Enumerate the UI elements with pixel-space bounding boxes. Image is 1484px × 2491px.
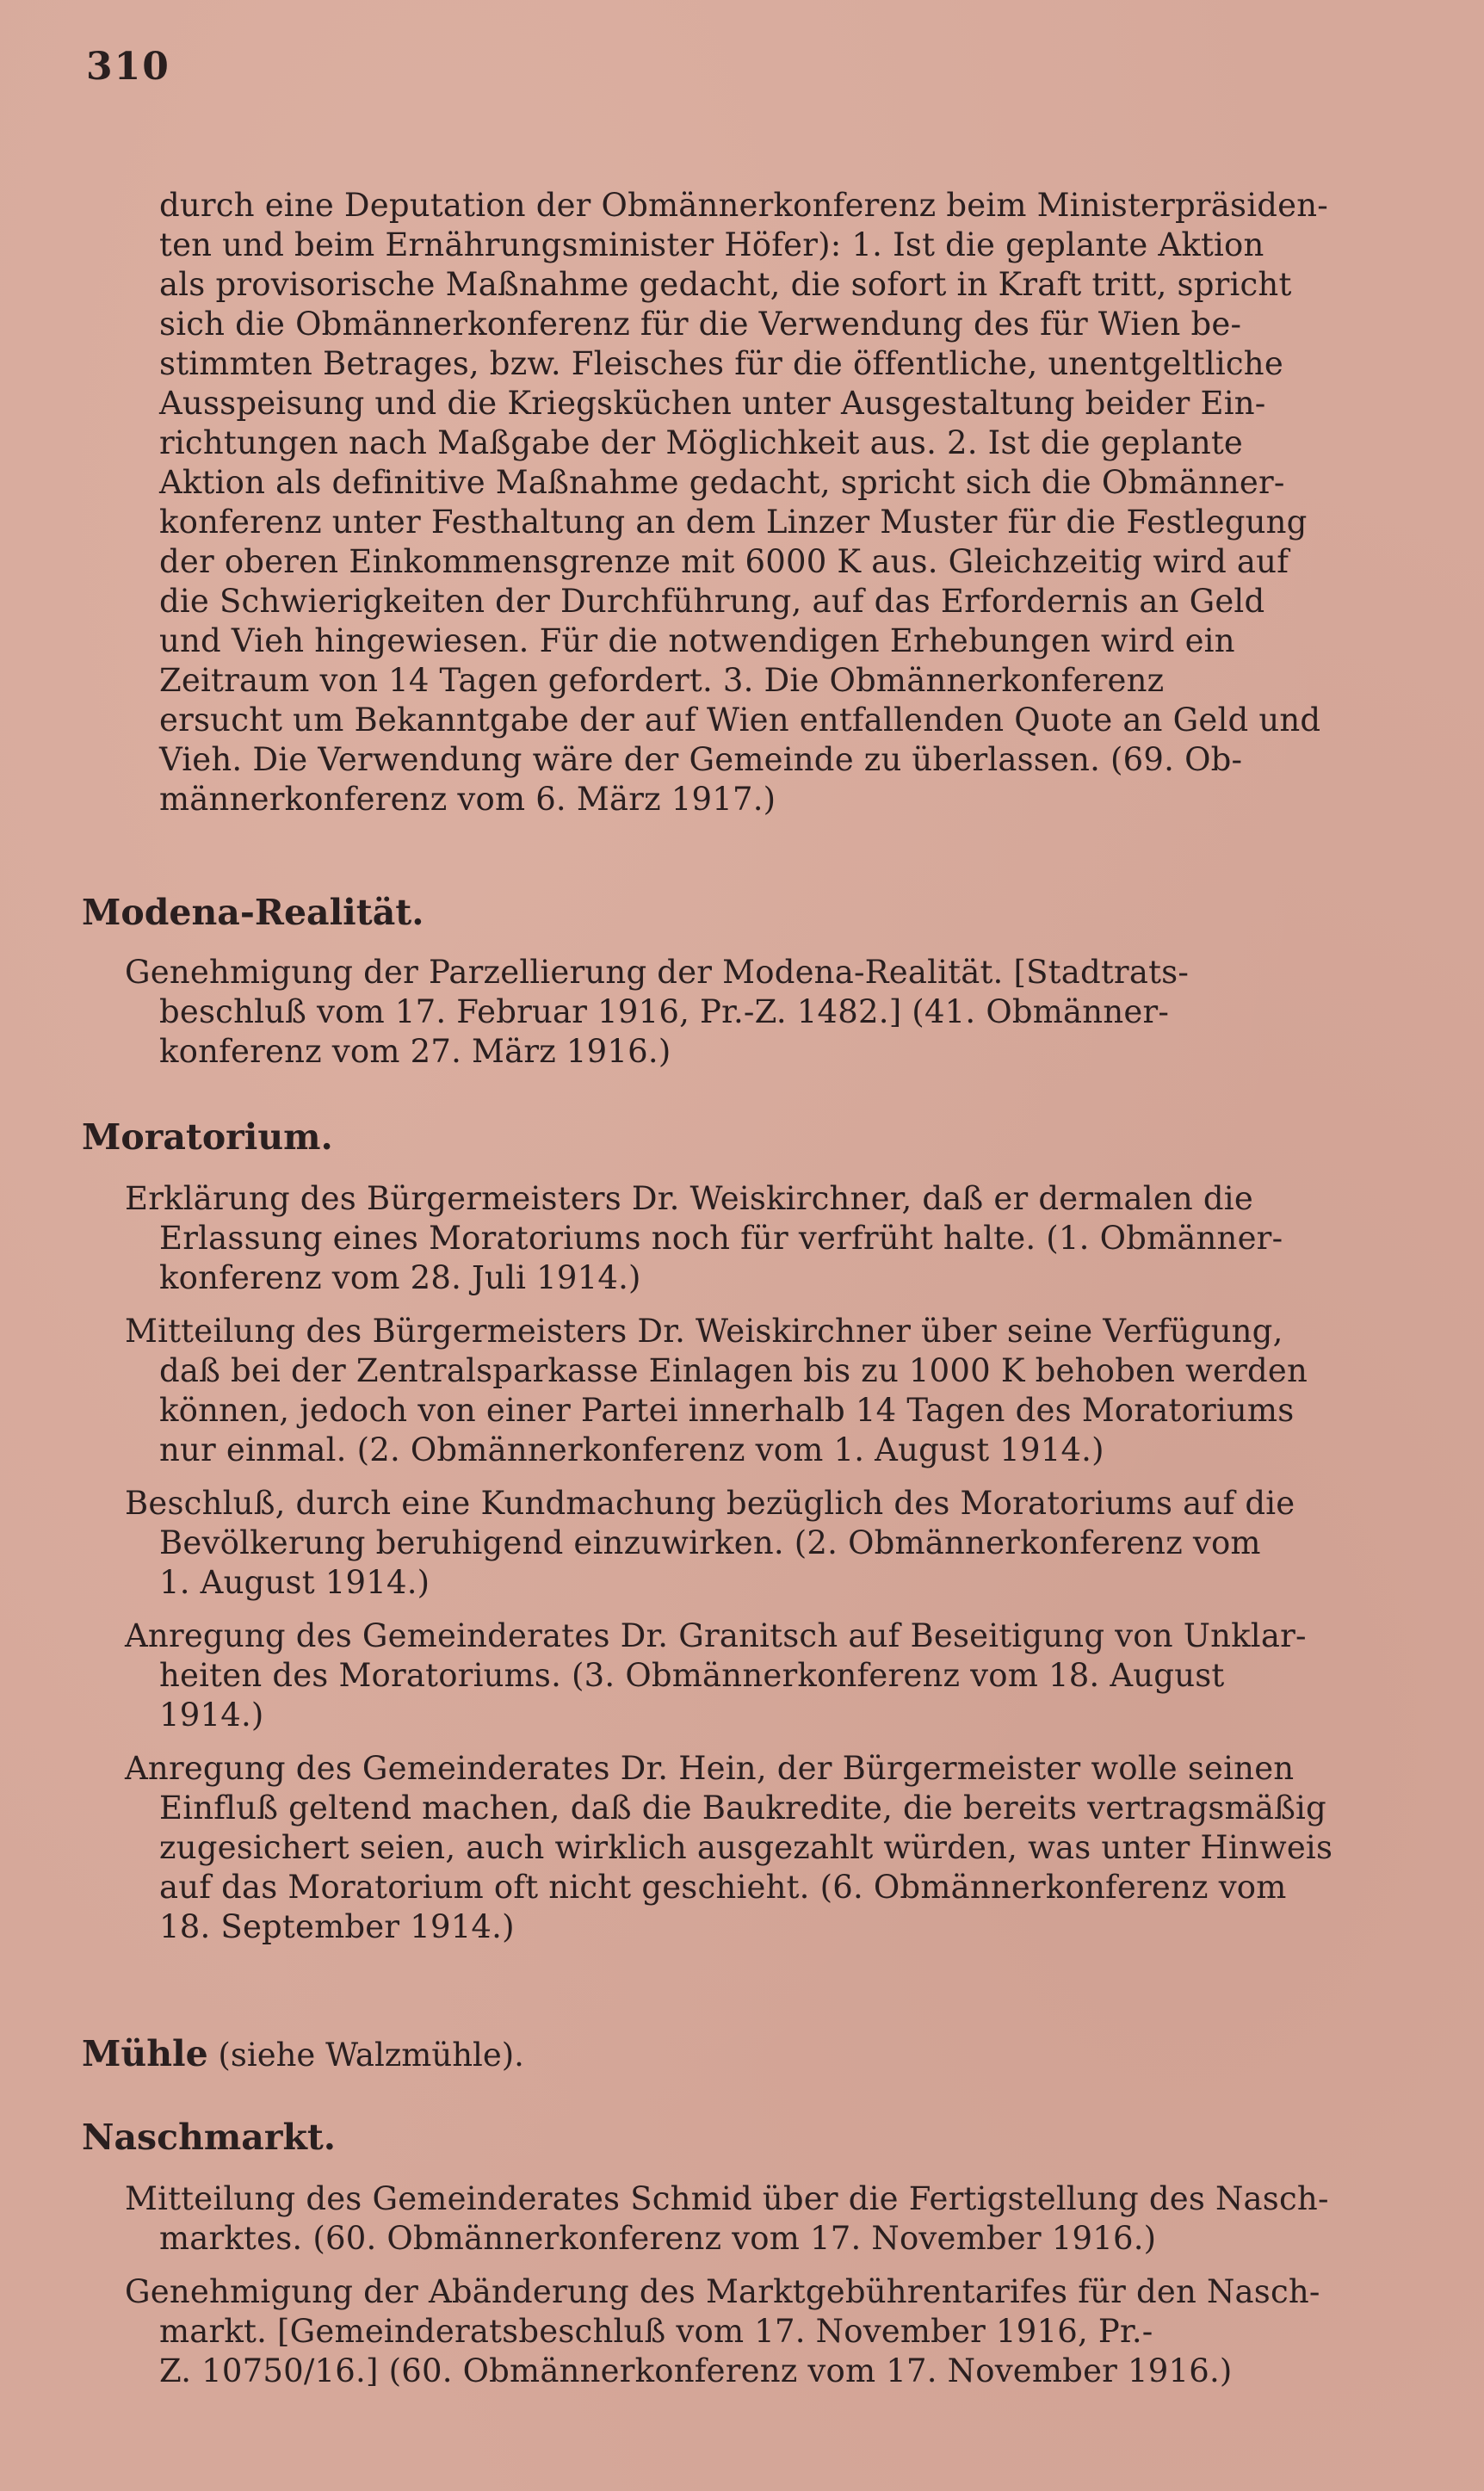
entry-line: konferenz vom 27. März 1916.): [159, 1033, 671, 1070]
entry-line: nur einmal. (2. Obmännerkonferenz vom 1. August 1914.): [159, 1431, 1104, 1468]
entry-line: zugesichert seien, auch wirklich ausgezahlt würden, was unter Hinweis: [159, 1829, 1333, 1866]
intro-line: Vieh. Die Verwendung wäre der Gemeinde zu überlassen. (69. Ob-: [159, 741, 1243, 778]
entry-line: markt. [Gemeinderatsbeschluß vom 17. November 1916, Pr.-: [159, 2313, 1153, 2350]
intro-line: die Schwierigkeiten der Durchführung, auf das Erfordernis an Geld: [159, 583, 1265, 620]
entry-line: heiten des Moratoriums. (3. Obmännerkonferenz vom 18. August: [159, 1657, 1225, 1694]
intro-line: ersucht um Bekanntgabe der auf Wien entfallenden Quote an Geld und: [159, 702, 1321, 739]
section-heading: [82, 1117, 333, 1157]
entry-line: konferenz vom 28. Juli 1914.): [159, 1259, 641, 1296]
intro-line: Zeitraum von 14 Tagen gefordert. 3. Die Obmännerkonferenz: [159, 662, 1165, 699]
entry-line: Einfluß geltend machen, daß die Baukredite, die bereits vertragsmäßig: [159, 1789, 1326, 1827]
intro-line: der oberen Einkommensgrenze mit 6000 K aus. Gleichzeitig wird auf: [159, 543, 1289, 580]
section-heading-note: (siehe Walzmühle).: [207, 2037, 524, 2074]
intro-line: richtungen nach Maßgabe der Möglichkeit aus. 2. Ist die geplante: [159, 424, 1244, 461]
entry-line: Bevölkerung beruhigend einzuwirken. (2. Obmännerkonferenz vom: [159, 1524, 1261, 1561]
entry-line: 1. August 1914.): [159, 1564, 430, 1601]
intro-line: sich die Obmännerkonferenz für die Verwendung des für Wien be-: [159, 306, 1242, 343]
entry-line: Beschluß, durch eine Kundmachung bezüglich des Moratoriums auf die: [125, 1485, 1295, 1522]
intro-line: stimmten Betrages, bzw. Fleisches für die öffentliche, unentgeltliche: [159, 345, 1283, 382]
intro-line: und Vieh hingewiesen. Für die notwendigen Erhebungen wird ein: [159, 622, 1235, 659]
intro-line: durch eine Deputation der Obmännerkonferenz beim Ministerpräsiden-: [159, 187, 1328, 224]
intro-line: männerkonferenz vom 6. März 1917.): [159, 781, 776, 818]
entry-line: beschluß vom 17. Februar 1916, Pr.-Z. 1482.] (41. Obmänner-: [159, 993, 1170, 1030]
entry-line: Erlassung eines Moratoriums noch für verfrüht halte. (1. Obmänner-: [159, 1220, 1283, 1257]
entry-line: Anregung des Gemeinderates Dr. Hein, der Bürgermeister wolle seinen: [125, 1750, 1295, 1787]
entry-line: 1914.): [159, 1697, 264, 1734]
section-heading: [82, 2117, 336, 2157]
entry-line: können, jedoch von einer Partei innerhalb 14 Tagen des Moratoriums: [159, 1392, 1295, 1429]
section-heading-text: Mühle: [82, 2033, 208, 2074]
intro-line: Ausspeisung und die Kriegsküchen unter Ausgestaltung beider Ein-: [159, 385, 1266, 422]
section-heading-text: Naschmarkt.: [82, 2117, 337, 2158]
section-heading: [82, 2034, 524, 2075]
intro-line: als provisorische Maßnahme gedacht, die sofort in Kraft tritt, spricht: [159, 266, 1292, 303]
entry-line: auf das Moratorium oft nicht geschieht. (6. Obmännerkonferenz vom: [159, 1869, 1287, 1906]
page-number: 310: [86, 45, 170, 89]
entry-line: Genehmigung der Parzellierung der Modena-Realität. [Stadtrats-: [125, 954, 1190, 991]
entry-line: Z. 10750/16.] (60. Obmännerkonferenz vom 17. November 1916.): [159, 2352, 1233, 2389]
intro-line: konferenz unter Festhaltung an dem Linzer Muster für die Festlegung: [159, 504, 1308, 541]
intro-line: ten und beim Ernährungsminister Höfer): 1. Ist die geplante Aktion: [159, 226, 1264, 263]
entry-line: Mitteilung des Gemeinderates Schmid über die Fertigstellung des Nasch-: [125, 2180, 1329, 2217]
intro-line: Aktion als definitive Maßnahme gedacht, spricht sich die Obmänner-: [159, 464, 1285, 501]
entry-line: Anregung des Gemeinderates Dr. Granitsch auf Beseitigung von Unklar-: [125, 1617, 1307, 1654]
section-heading-text: Moratorium.: [82, 1116, 333, 1158]
section-heading: [82, 893, 424, 932]
section-heading-text: Modena-Realität.: [82, 892, 424, 933]
entry-line: 18. September 1914.): [159, 1908, 515, 1945]
entry-line: Mitteilung des Bürgermeisters Dr. Weiskirchner über seine Verfügung,: [125, 1313, 1283, 1350]
entry-line: Erklärung des Bürgermeisters Dr. Weiskirchner, daß er dermalen die: [125, 1180, 1253, 1217]
entry-line: marktes. (60. Obmännerkonferenz vom 17. November 1916.): [159, 2220, 1157, 2257]
entry-line: daß bei der Zentralsparkasse Einlagen bis zu 1000 K behoben werden: [159, 1352, 1308, 1389]
entry-line: Genehmigung der Abänderung des Marktgebührentarifes für den Nasch-: [125, 2273, 1320, 2310]
